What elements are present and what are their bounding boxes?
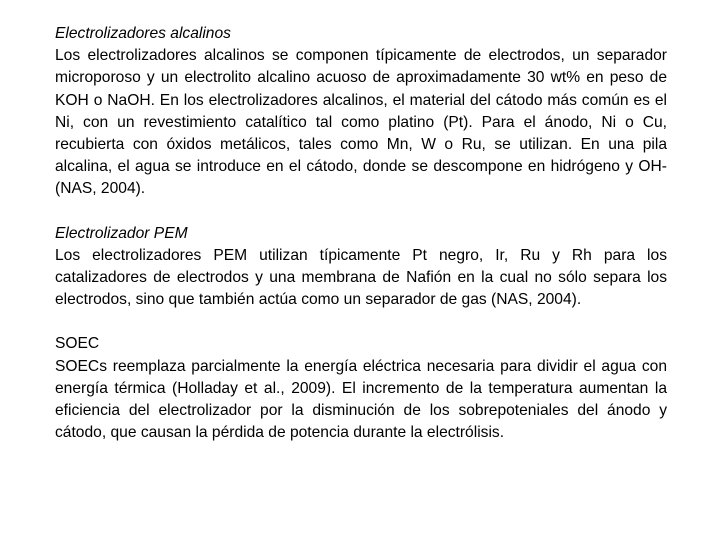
document-page [55, 23, 667, 466]
section-alkaline [55, 23, 667, 201]
section-heading-soec: SOEC [55, 335, 100, 353]
section-body-alkaline: Los electrolizadores alcalinos se componen típicamente de electrodos, un separador microporoso y un electrolito alcalino acuoso de aproximadamente 30 wt% en peso de KOH o NaOH. En los electrolizadores alcalinos, el material del cátodo más común es el Ni, con un revestimiento catalítico tal como platino (Pt). Para el ánodo, Ni o Cu, recubierta con óxidos metálicos, tales como Mn, W o Ru, se utilizan. En una pila alcalina, el agua se introduce en el cátodo, donde se descompone en hidrógeno y OH-(NAS, 2004). [55, 47, 667, 198]
section-pem [55, 223, 667, 312]
section-body-pem: Los electrolizadores PEM utilizan típicamente Pt negro, Ir, Ru y Rh para los catalizadores de electrodos y una membrana de Nafión en la cual no sólo separa los electrodos, sino que también actúa como un separador de gas (NAS, 2004). [55, 246, 667, 309]
section-soec [55, 333, 667, 444]
section-heading-alkaline: Electrolizadores alcalinos [55, 25, 231, 42]
section-body-soec: SOECs reemplaza parcialmente la energía eléctrica necesaria para dividir el agua con energía térmica (Holladay et al., 2009). El incremento de la temperatura aumentan la eficiencia del electrolizador por la disminución de los sobrepoteniales del ánodo y cátodo, que causan la pérdida de potencia durante la electrólisis. [55, 357, 667, 442]
section-heading-pem: Electrolizador PEM [55, 224, 188, 242]
